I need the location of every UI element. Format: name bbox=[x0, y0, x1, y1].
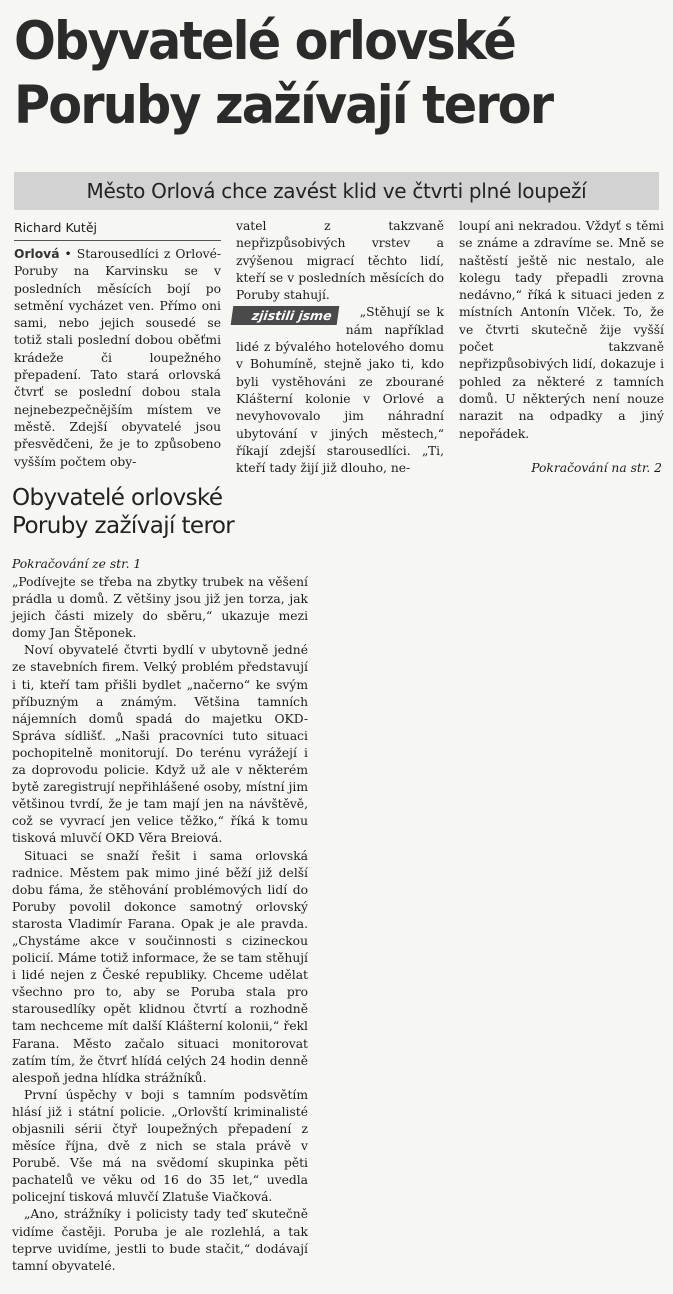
article1-col3-text: loupí ani nekradou. Vždyť s těmi se známe a zdravíme se. Mně se naštěstí ještě nic nestalo, ale kolegu tady přepadli zrovna nedávno,“ říká k situaci jeden z místních Antonín Vlček. To, že ve čtvrti skutečně žije vyšší počet takzvaně nepřizpůsobivých lidí, dokazuje i pohled za některé z tamních domů. U některých není nouze narazit na odpadky a jiný nepořádek. bbox=[459, 219, 664, 441]
article1-col2-p1: vatel z takzvaně nepřizpůsobivých vrstev a zvýšenou migrací těchto lidí, kteří se v posledních měsících do Poruby stahují. bbox=[236, 219, 444, 303]
article1-col2-p2: „Stěhují se k nám například lidé z bývalého hotelového domu v Bohumíně, stejně jako ti, kdo byli vystěhováni ze zbourané Klášterní kolonie v Orlové a nevyhovovalo jim náhradní ubytování v jiných městech,“ říkají zdejší starousedlíci. „Ti, kteří tady žijí již dlouho, ne- bbox=[236, 305, 444, 476]
article2-paragraph: Noví obyvatelé čtvrti bydlí v ubytovně jedné ze stavebních firem. Velký problém představují i ti, kteří tam přišli bydlet „načerno“ ke svým příbuzným a známým. Většina tamních nájemních domů spadá do majetku OKD-Správa sídlišť. „Naši pracovníci tuto situaci pochopitelně monitorují. Do terénu vyrážejí i za doprovodu policie. Když už ale v některém bytě zaregistrují nepřihlášené osoby, místní jim většinou tvrdí, že je tam mají jen na návštěvě, což se vyvrací jen velice těžko,“ říká k tomu tisková mluvčí OKD Věra Breiová. bbox=[12, 643, 308, 846]
dateline-place: Orlová bbox=[14, 247, 60, 261]
article2-body bbox=[12, 574, 308, 1275]
article2-paragraph: První úspěchy v boji s tamním podsvětím hlásí již i státní policie. „Orlovští kriminalisté objasnili sérii čtyř loupežných přepadení z měsíce října, dvě z nich se stala právě v Porubě. Vše má na svědomí skupinka pěti pachatelů ve věku od 16 do 35 let,“ uvedla policejní tisková mluvčí Zlatuše Viačková. bbox=[12, 1087, 308, 1205]
dateline-bullet: • bbox=[64, 247, 72, 261]
article2-headline-line-2: Poruby zažívají teror bbox=[12, 513, 235, 539]
subheadline-bar: Město Orlová chce zavést klid ve čtvrti plné loupeží bbox=[14, 172, 659, 210]
article1-column-3 bbox=[459, 218, 664, 443]
article2-headline bbox=[12, 484, 312, 540]
article2-headline-line-1: Obyvatelé orlovské bbox=[12, 485, 223, 511]
article2-paragraph: „Ano, strážníky i policisty tady teď skutečně vidíme častěji. Poruba je ale rozlehlá, a tak teprve uvidíme, jestli to bude stačit,“ dodávají tamní obyvatelé. bbox=[12, 1207, 308, 1273]
article1-column-2 bbox=[236, 218, 444, 477]
zjistili-jsme-badge: zjistili jsme bbox=[231, 306, 339, 325]
headline-line-1: Obyvatelé orlovské bbox=[14, 11, 515, 72]
continued-on-page-2: Pokračování na str. 2 bbox=[531, 461, 662, 475]
headline-line-2: Poruby zažívají teror bbox=[14, 75, 553, 136]
author-byline: Richard Kutěj bbox=[14, 220, 221, 241]
continued-from-page-1: Pokračování ze str. 1 bbox=[12, 557, 142, 571]
article2-paragraph: Situaci se snaží řešit i sama orlovská radnice. Městem pak mimo jiné běží již delší dobu fáma, že stěhování problémových lidí do Poruby povolil dokonce samotný orlovský starosta Vladimír Farana. Opak je ale pravda. „Chystáme akce v součinnosti s cizineckou policií. Máme totiž informace, že se tam stěhují i lidé nejen z České republiky. Chceme udělat všechno pro to, aby se Poruba stala pro starousedlíky opět klidnou čtvrtí a rozhodně tam nechceme mít další Klášterní kolonii,“ řekl Farana. Město začalo situaci monitorovat zatím tím, že čtvrť hlídá celých 24 hodin denně alespoň jedna hlídka strážníků. bbox=[12, 848, 308, 1085]
article1-column-1 bbox=[14, 246, 221, 471]
page-headline bbox=[14, 10, 619, 138]
article1-col1-text: Starousedlíci z Orlové-Poruby na Karvinsku se v posledních měsících bojí po setmění vycházet ven. Přímo oni sami, nebo jejich sousedé se totiž stali poslední dobou oběťmi krádeže či loupežného přepadení. Tato stará orlovská čtvrť se poslední dobou stala nejnebezpečnějším místem ve městě. Zdejší obyvatelé jsou přesvědčeni, že je to způsobeno vyšším počtem oby- bbox=[14, 247, 221, 469]
article2-paragraph: „Podívejte se třeba na zbytky trubek na věšení prádla u domů. Z většiny jsou již jen torza, jak jejich části mizely do sběru,“ ukazuje mezi domy Jan Štěponek. bbox=[12, 575, 308, 641]
